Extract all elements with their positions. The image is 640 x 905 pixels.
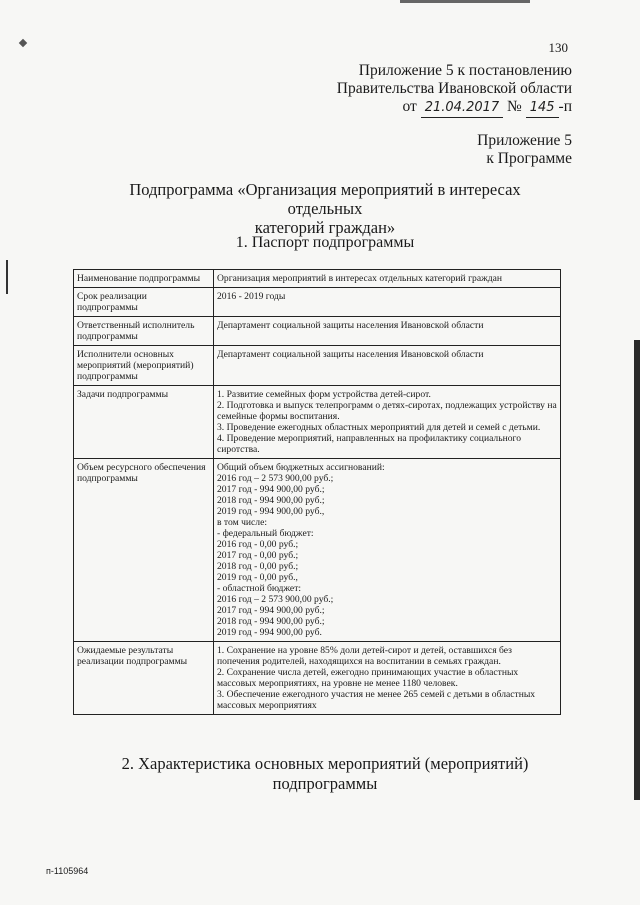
passport-value-line: - федеральный бюджет: [217,528,314,539]
header-line-2: Правительства Ивановской области [336,80,572,97]
page-number: 130 [548,40,568,55]
passport-row-label: Срок реализации подпрограммы [74,288,214,317]
passport-value-line: в том числе: [217,517,268,528]
passport-row-value [214,270,561,288]
section-2-line-1: 2. Характеристика основных мероприятий (мероприятий) [121,754,529,773]
appendix-line-1: Приложение 5 [477,132,572,149]
passport-row-value [214,642,561,715]
scan-right-edge [634,340,640,800]
margin-mark [6,260,8,294]
title-line-1: Подпрограмма «Организация мероприятий в интересах отдельных [129,180,521,218]
passport-value-line: 2019 год - 0,00 руб., [217,572,298,583]
passport-value-line: 2018 год - 994 900,00 руб.; [217,495,325,506]
appendix-line-2: к Программе [486,150,572,167]
passport-value-line: 2016 - 2019 годы [217,291,286,302]
passport-value-line: 2016 год – 2 573 900,00 руб.; [217,594,334,605]
passport-row-value [214,459,561,642]
passport-row-label: Объем ресурсного обеспечения подпрограммы [74,459,214,642]
passport-row [74,386,561,459]
number-field [526,98,559,118]
passport-value-line: 2. Подготовка и выпуск телепрограмм о детях-сиротах, подлежащих устройству на семейные формы воспитания. [217,400,557,422]
passport-row-label: Ожидаемые результаты реализации подпрограммы [74,642,214,715]
passport-value-line: 2016 год – 2 573 900,00 руб.; [217,473,334,484]
passport-row [74,642,561,715]
passport-row [74,346,561,386]
passport-value-line: 2017 год - 0,00 руб.; [217,550,299,561]
passport-row-label: Ответственный исполнитель подпрограммы [74,317,214,346]
number-handwritten: 145 [529,100,555,115]
passport-value-line: - областной бюджет: [217,583,302,594]
section-2-line-2: подпрограммы [272,774,378,793]
passport-value-line: 2. Сохранение числа детей, ежегодно принимающих участие в областных массовых мероприятиях, на уровне не менее 1180 человек. [217,667,519,689]
section-1-heading: 1. Паспорт подпрограммы [235,234,415,251]
subprogram-title [90,180,560,237]
from-label: от [402,98,417,115]
passport-value-line: 1. Развитие семейных форм устройства детей-сирот. [217,389,431,400]
program-appendix [477,132,572,168]
passport-value-line: 2019 год - 994 900,00 руб. [217,627,322,638]
passport-row-value [214,317,561,346]
passport-row-value [214,288,561,317]
passport-row-label: Наименование подпрограммы [74,270,214,288]
passport-value-line: 2017 год - 994 900,00 руб.; [217,484,325,495]
passport-value-line: Организация мероприятий в интересах отдельных категорий граждан [217,273,502,284]
title-line-2: категорий граждан» [254,218,396,237]
passport-row [74,270,561,288]
passport-value-line: 2018 год - 994 900,00 руб.; [217,616,325,627]
scan-edge-mark [400,0,530,3]
passport-value-line: 3. Проведение ежегодных областных мероприятий для детей и семей с детьми. [217,422,541,433]
passport-value-line: 1. Сохранение на уровне 85% доли детей-сирот и детей, оставшихся без попечения родителей, находящихся на воспитании в семьях граждан. [217,645,512,667]
passport-value-line: 2016 год - 0,00 руб.; [217,539,299,550]
date-field [421,98,503,118]
scan-dot-mark [19,39,27,47]
passport-value-line: Департамент социальной защиты населения Ивановской области [217,320,484,331]
passport-row-label: Задачи подпрограммы [74,386,214,459]
number-label: № [507,98,522,115]
passport-value-line: 3. Обеспечение ежегодного участия не менее 265 семей с детьми в областных массовых мероприятиях [217,689,536,711]
passport-row [74,459,561,642]
passport-table [73,269,561,715]
passport-value-line: 4. Проведение мероприятий, направленных на профилактику социального сиротства. [217,433,522,455]
passport-row [74,317,561,346]
section-2-heading [90,754,560,794]
passport-row-value [214,386,561,459]
footer-code: п-1105964 [46,866,89,876]
header-line-3 [337,98,572,118]
passport-value-line: Общий объем бюджетных ассигнований: [217,462,385,473]
resolution-header [337,62,572,118]
passport-row [74,288,561,317]
passport-row-label: Исполнители основных мероприятий (мероприятий) подпрограммы [74,346,214,386]
passport-value-line: 2019 год - 994 900,00 руб., [217,506,325,517]
passport-value-line: 2018 год - 0,00 руб.; [217,561,299,572]
date-handwritten: 21.04.2017 [424,100,500,115]
number-suffix: -п [558,98,572,115]
header-line-1: Приложение 5 к постановлению [358,62,572,79]
passport-value-line: Департамент социальной защиты населения Ивановской области [217,349,484,360]
passport-value-line: 2017 год - 994 900,00 руб.; [217,605,325,616]
passport-row-value [214,346,561,386]
